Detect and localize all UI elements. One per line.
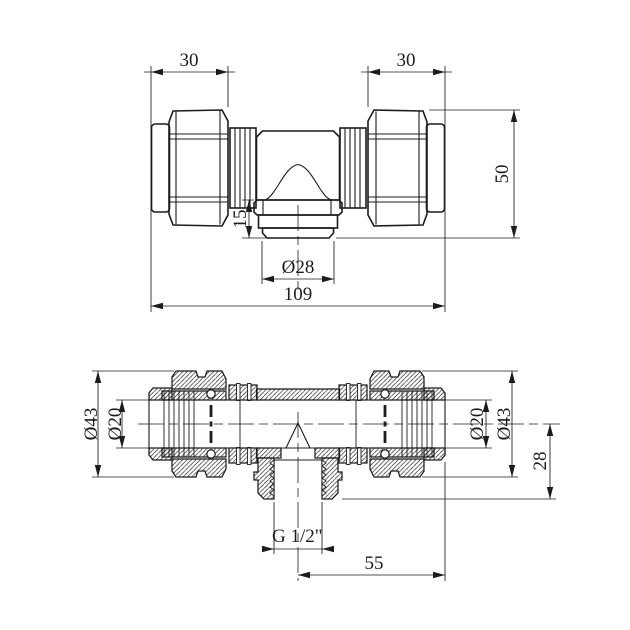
section-view bbox=[81, 371, 560, 581]
dim-label-d43-right: Ø43 bbox=[494, 407, 515, 441]
right-end-cap bbox=[427, 124, 445, 212]
dim-label-50: 50 bbox=[492, 164, 513, 184]
right-compression-nut bbox=[368, 110, 427, 226]
right-clamp-rings bbox=[340, 128, 366, 208]
left-clamp-rings bbox=[230, 128, 256, 208]
right-oring-top bbox=[381, 390, 389, 398]
dim-label-thread: G 1/2" bbox=[272, 526, 323, 547]
left-oring-bottom bbox=[207, 450, 215, 458]
left-end-cap bbox=[152, 124, 170, 212]
dim-label-28: 28 bbox=[530, 451, 551, 471]
left-oring-top bbox=[207, 390, 215, 398]
dim-label-15: 15 bbox=[230, 209, 251, 229]
branch-dome bbox=[266, 165, 330, 200]
dim-label-d43-left: Ø43 bbox=[81, 407, 102, 441]
front-extension-lines bbox=[151, 66, 520, 312]
tee-body bbox=[257, 131, 340, 200]
front-dimension-lines bbox=[144, 72, 514, 306]
dim-label-d20-right: Ø20 bbox=[467, 407, 488, 441]
front-view bbox=[144, 50, 520, 312]
dim-label-109: 109 bbox=[283, 284, 313, 305]
right-oring-bottom bbox=[381, 450, 389, 458]
dim-label-d28: Ø28 bbox=[281, 257, 315, 278]
dim-label-d20-left: Ø20 bbox=[105, 407, 126, 441]
dim-label-55: 55 bbox=[364, 553, 384, 574]
left-compression-nut bbox=[169, 110, 228, 226]
dim-label-30-left: 30 bbox=[179, 50, 199, 71]
dim-label-30-right: 30 bbox=[396, 50, 416, 71]
